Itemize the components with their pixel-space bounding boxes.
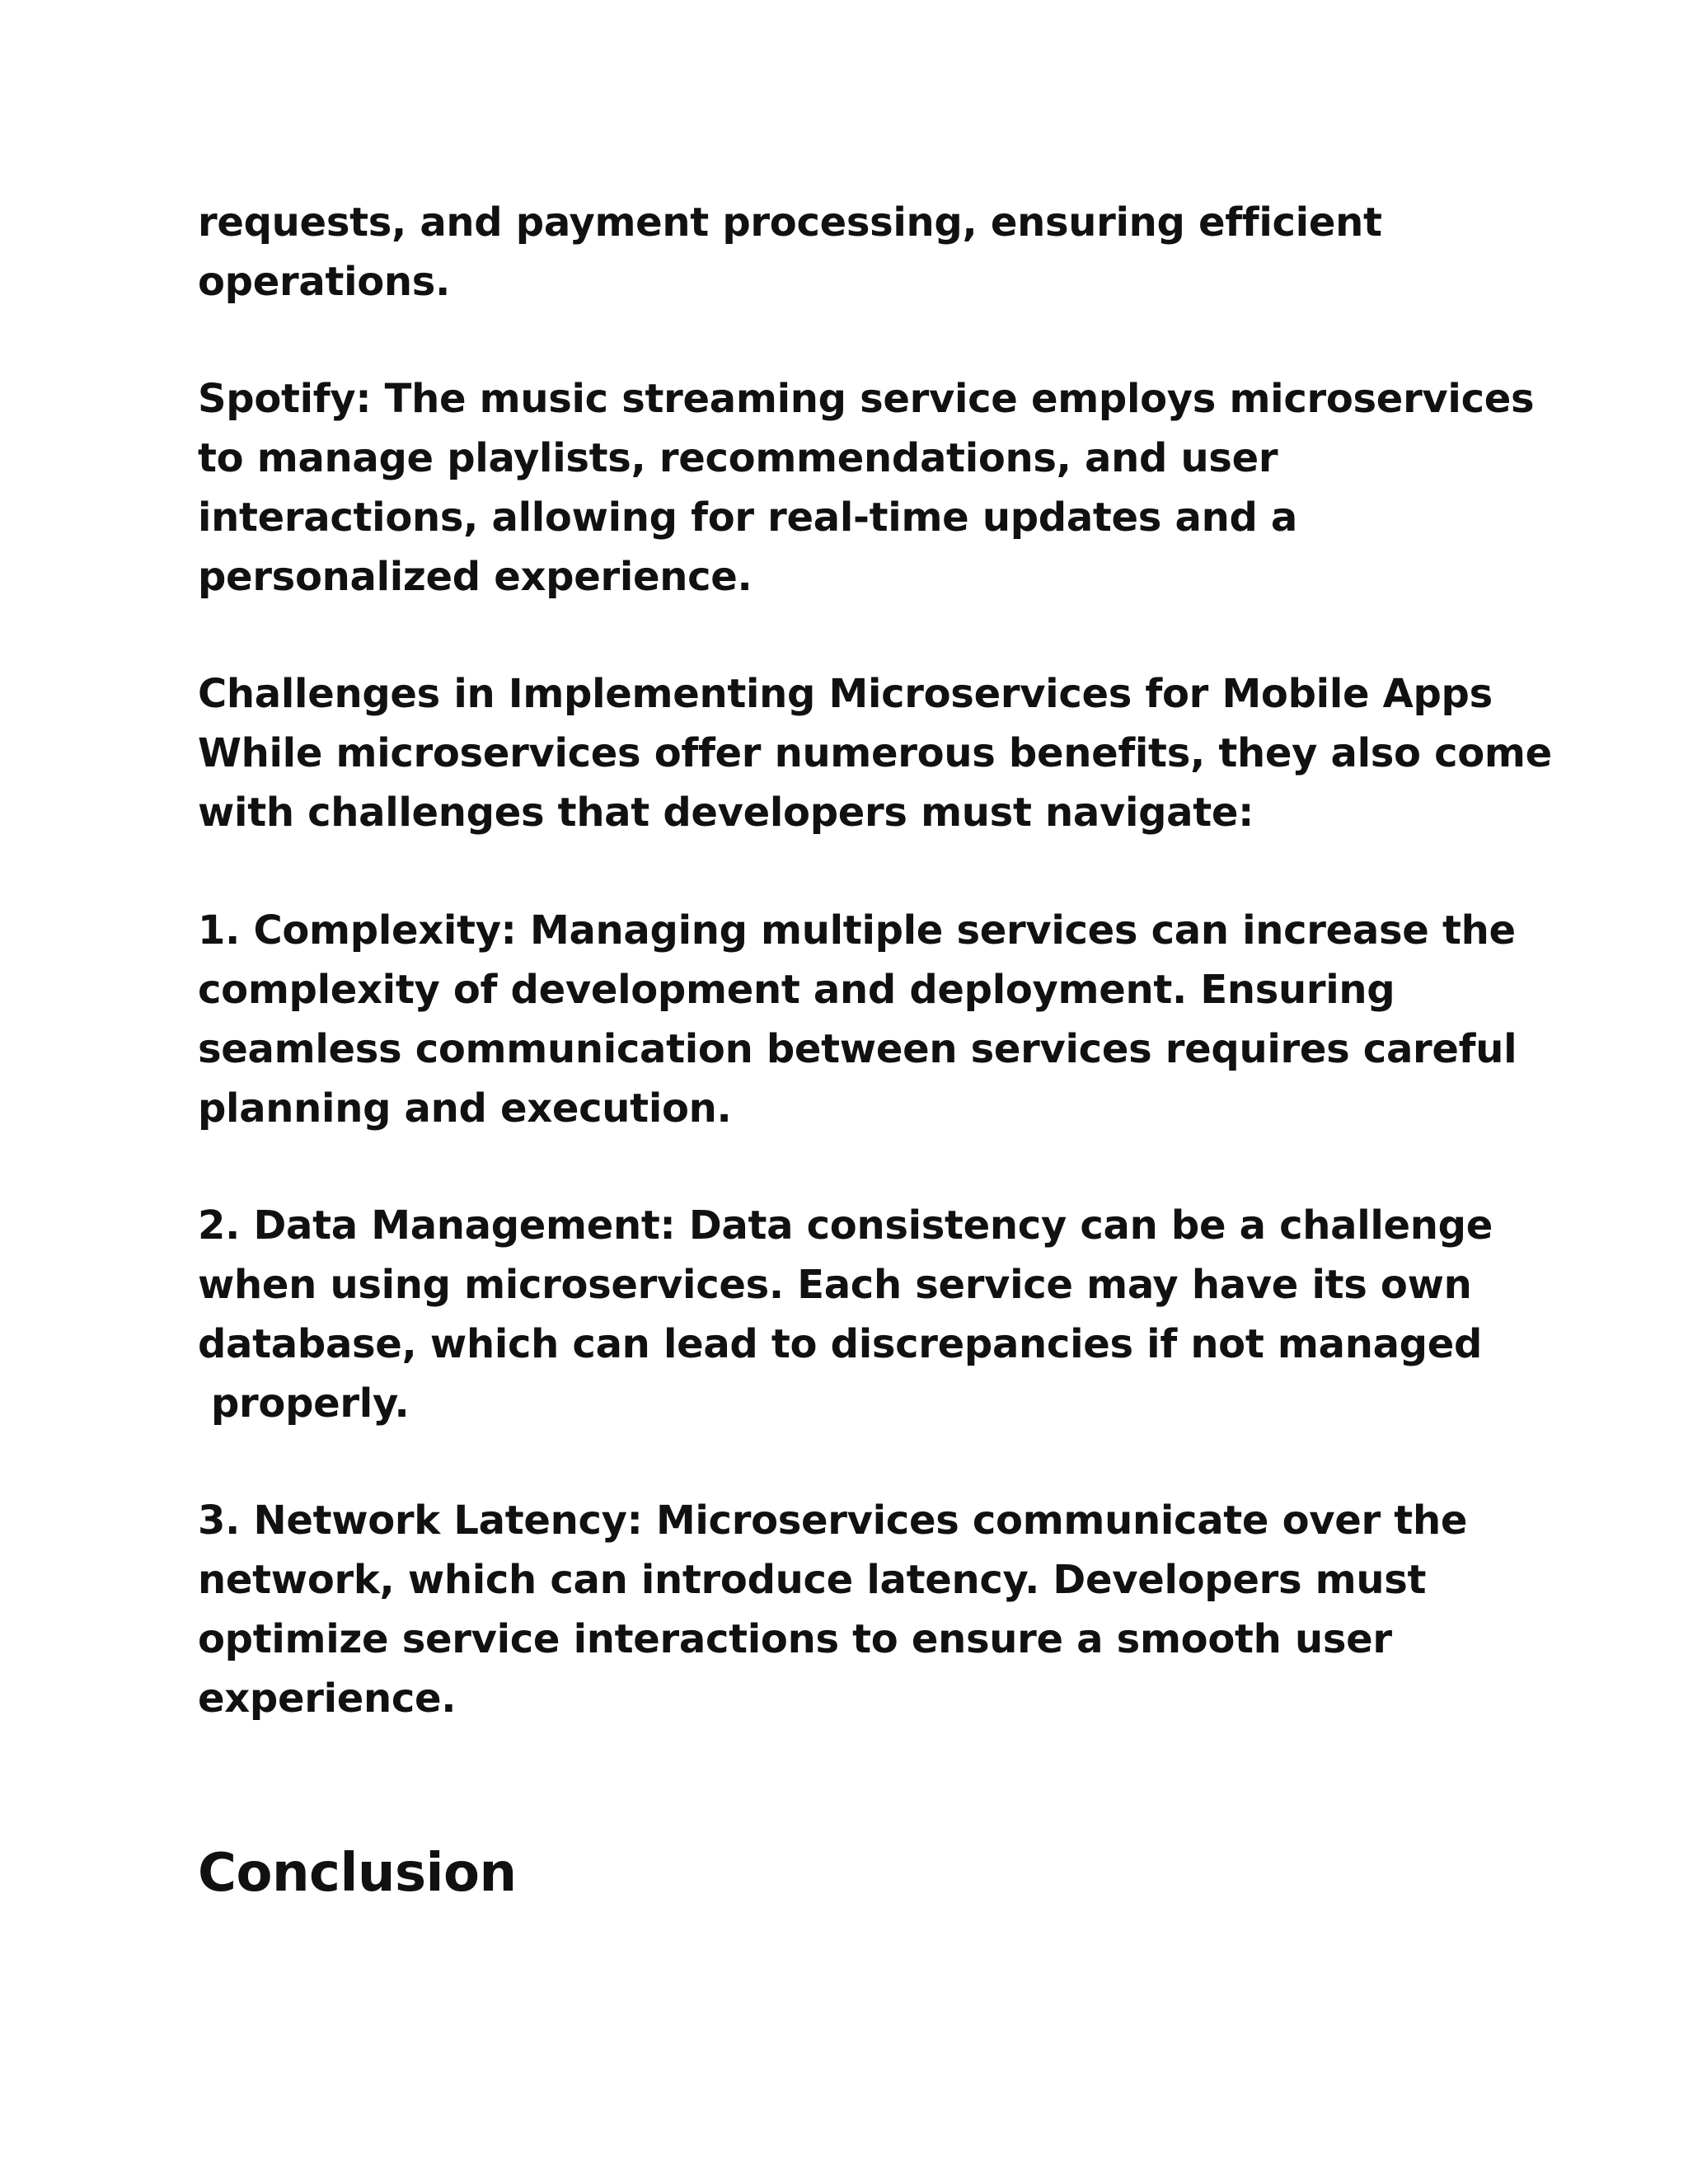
paragraph-complexity [198, 901, 1533, 1138]
paragraph-challenges-intro [198, 664, 1552, 842]
paragraph-spotify [198, 369, 1533, 607]
paragraph-network-latency [198, 1491, 1533, 1728]
text-line: complexity of development and deployment. Ensuring [198, 967, 1395, 1013]
text-line: when using microservices. Each service may have its own [198, 1262, 1472, 1308]
section-heading-conclusion: Conclusion [198, 1843, 517, 1904]
text-line: properly. [211, 1380, 410, 1427]
text-line: seamless communication between services requires careful [198, 1026, 1517, 1072]
text-line: Spotify: The music streaming service employs microservices [198, 376, 1535, 422]
text-line: Challenges in Implementing Microservices for Mobile Apps [198, 671, 1493, 717]
text-line: database, which can lead to discrepancies if not managed [198, 1321, 1483, 1367]
text-line: personalized experience. [198, 554, 753, 600]
text-line: interactions, allowing for real-time updates and a [198, 494, 1298, 541]
text-line: to manage playlists, recommendations, and user [198, 435, 1278, 481]
text-line: planning and execution. [198, 1085, 732, 1132]
text-line: requests, and payment processing, ensuring efficient [198, 199, 1382, 246]
text-line: 3. Network Latency: Microservices communicate over the [198, 1497, 1468, 1544]
paragraph-data-management [198, 1196, 1533, 1433]
text-line: 1. Complexity: Managing multiple services can increase the [198, 907, 1516, 954]
text-line: operations. [198, 259, 451, 305]
text-line: optimize service interactions to ensure a smooth user [198, 1616, 1392, 1662]
text-line: 2. Data Management: Data consistency can be a challenge [198, 1202, 1493, 1249]
text-line: While microservices offer numerous benefits, they also come [198, 730, 1552, 776]
text-line: experience. [198, 1675, 457, 1722]
paragraph-intro-tail [198, 193, 1533, 312]
text-line: with challenges that developers must navigate: [198, 790, 1254, 836]
text-line: network, which can introduce latency. Developers must [198, 1557, 1427, 1603]
